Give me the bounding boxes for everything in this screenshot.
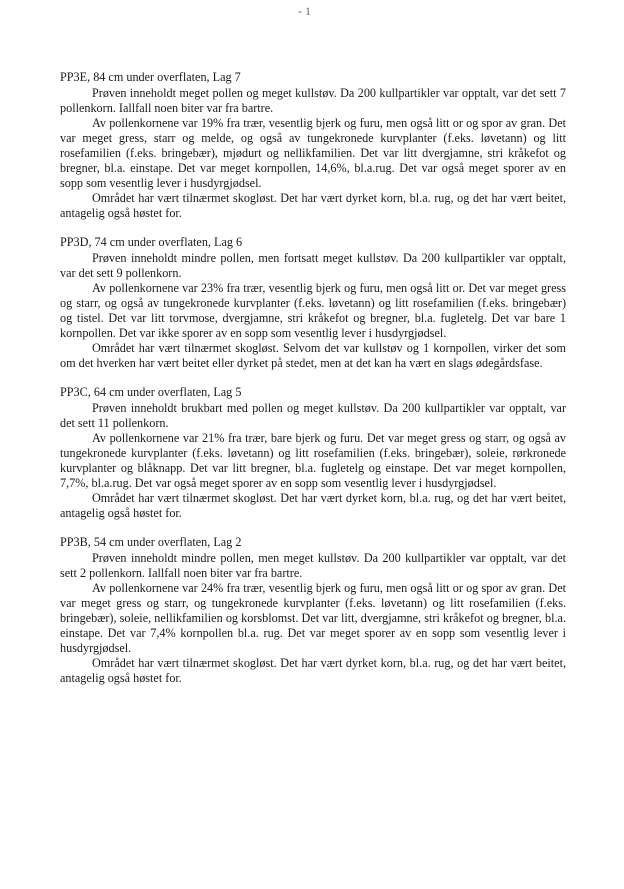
paragraph: Området har vært tilnærmet skogløst. Selvom det var kullstøv og 1 kornpollen, virker det som om det hverken har vært beitet eller dyrket på stedet, men at det kan ha vært en slags ødegårdsfase. <box>60 341 566 370</box>
paragraph: Området har vært tilnærmet skogløst. Det har vært dyrket korn, bl.a. rug, og det har vært beitet, antagelig også høstet for. <box>60 491 566 520</box>
section-pp3d <box>60 235 566 371</box>
section-heading: PP3D, 74 cm under overflaten, Lag 6 <box>60 235 243 249</box>
paragraph: Området har vært tilnærmet skogløst. Det har vært dyrket korn, bl.a. rug, og det har vært beitet, antagelig også høstet for. <box>60 656 566 685</box>
paragraph: Prøven inneholdt meget pollen og meget kullstøv. Da 200 kullpartikler var opptalt, var det sett 7 pollenkorn. Iallfall noen biter var fra bartre. <box>60 86 566 115</box>
paragraph: Av pollenkornene var 19% fra trær, vesentlig bjerk og furu, men også litt or og spor av gran. Det var meget gress, starr og melde, og også av tungekronede kurvplanter (f.eks. løvetann) og litt rosefamilien (f.eks. bringebær), mjødurt og nellikfamilien. Det var litt dvergjamne, stri kråkefot og bregner, bl.a. einstape. Det var meget kornpollen, 14,6%, bl.a.rug. Det var også meget sporer av en sopp som vesentlig lever i husdyrgjødsel. <box>60 116 566 190</box>
section-pp3c <box>60 385 566 521</box>
paragraph: Prøven inneholdt brukbart med pollen og meget kullstøv. Da 200 kullpartikler var opptalt, var det sett 11 pollenkorn. <box>60 401 566 430</box>
section-pp3b <box>60 535 566 686</box>
document-body <box>60 70 566 700</box>
paragraph: Prøven inneholdt mindre pollen, men meget kullstøv. Da 200 kullpartikler var opptalt, var det sett 2 pollenkorn. Iallfall noen biter var fra bartre. <box>60 551 566 580</box>
section-heading: PP3C, 64 cm under overflaten, Lag 5 <box>60 385 242 399</box>
paragraph: Av pollenkornene var 24% fra trær, vesentlig bjerk og furu, men også litt or og spor av gran. Det var meget gress og starr, og tungekronede kurvplanter (f.eks. løvetann) og litt rosefamilien (f.eks. bringebær), soleie, nellikfamilien og korsblomst. Det var litt, dvergjamne, stri kråkefot og bregner, bl.a. einstape. Det var 7,4% kornpollen bl.a. rug. Det var meget sporer av en sopp som vesentlig lever i husdyrgjødsel. <box>60 581 566 655</box>
paragraph: Av pollenkornene var 23% fra trær, vesentlig bjerk og furu, men også litt or. Det var meget gress og starr, og også av tungekronede kurvplanter (f.eks. løvetann) og litt rosefamilien (f.eks. bringebær) og tistel. Det var litt torvmose, dvergjamne, stri kråkefot og bregner, bl.a. fugletelg. Det var bare 1 kornpollen. Det var ikke sporer av en sopp som vesentlig lever i husdyrgjødsel. <box>60 281 566 340</box>
section-heading: PP3B, 54 cm under overflaten, Lag 2 <box>60 535 242 549</box>
page-mark: - 1 <box>298 4 311 18</box>
section-heading: PP3E, 84 cm under overflaten, Lag 7 <box>60 70 241 84</box>
paragraph: Av pollenkornene var 21% fra trær, bare bjerk og furu. Det var meget gress og starr, og også av tungekronede kurvplanter (f.eks. løvetann) og litt rosefamilien (f.eks. bringebær), soleie, rørkronede kurvplanter og blåknapp. Det var litt bregner, bl.a. fugletelg og einstape. Det var meget kornpollen, 7,7%, bl.a.rug. Det var også meget sporer av en sopp som vesentlig lever i husdyrgjødsel. <box>60 431 566 490</box>
section-pp3e <box>60 70 566 221</box>
paragraph: Området har vært tilnærmet skogløst. Det har vært dyrket korn, bl.a. rug, og det har vært beitet, antagelig også høstet for. <box>60 191 566 220</box>
paragraph: Prøven inneholdt mindre pollen, men fortsatt meget kullstøv. Da 200 kullpartikler var opptalt, var det sett 9 pollenkorn. <box>60 251 566 280</box>
